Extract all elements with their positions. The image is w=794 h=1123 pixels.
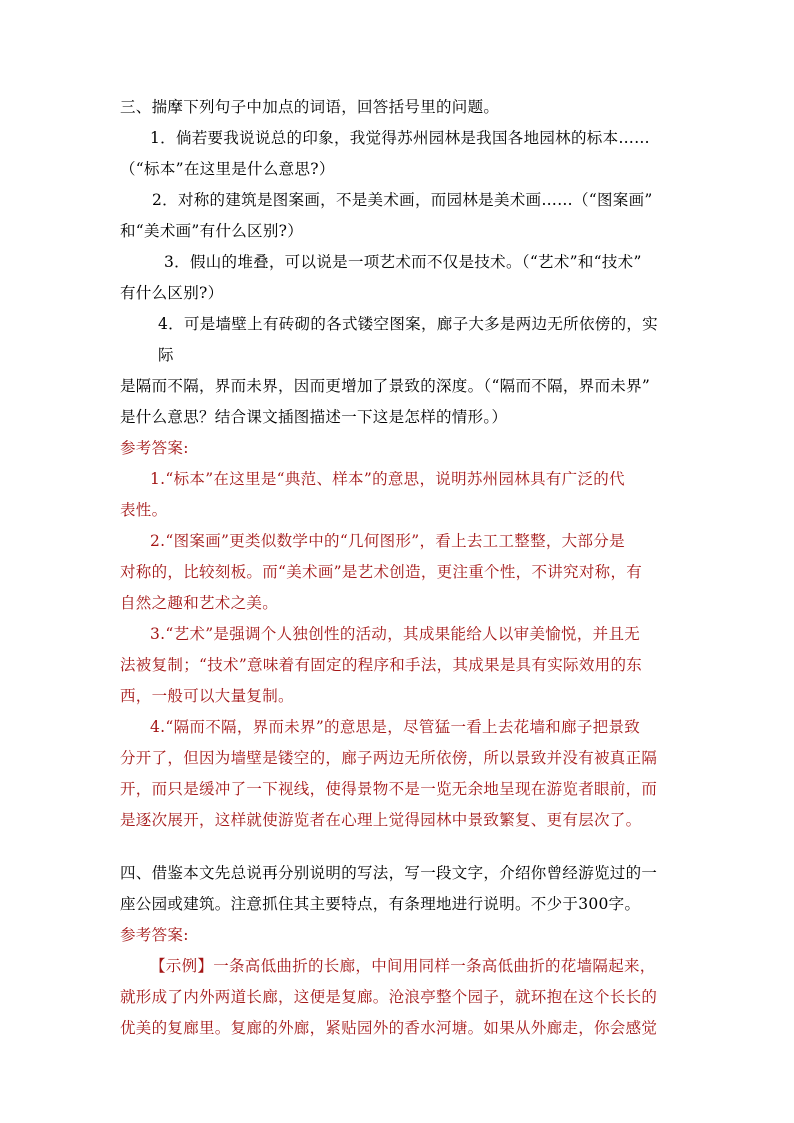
answer-2-line: 2.“图案画”更类似数学中的“几何图形”，看上去工工整整，大部分是 — [150, 532, 625, 550]
example-answer — [120, 951, 672, 1044]
question-4-line: 是隔而不隔，界而未界，因而更增加了景致的深度。（“隔而不隔，界而未界” — [120, 377, 651, 395]
answer-label: 参考答案: — [120, 439, 189, 457]
example-line: 就形成了内外两道长廊，这便是复廊。沧浪亭整个园子，就环抱在这个长长的 — [120, 988, 658, 1006]
question-1-line: 1．倘若要我说说总的印象，我觉得苏州园林是我国各地园林的标本…… — [150, 129, 650, 147]
answer-1 — [120, 464, 672, 526]
question-4-line: 4．可是墙壁上有砖砌的各式镂空图案，廊子大多是两边无所依傍的，实际 — [158, 315, 658, 364]
question-2-line: 2．对称的建筑是图案画，不是美术画，而园林是美术画……（“图案画” — [152, 191, 653, 209]
example-line: 【示例】一条高低曲折的长廊，中间用同样一条高低曲折的花墙隔起来， — [150, 957, 656, 975]
question-3 — [120, 247, 672, 309]
section3-heading: 三、揣摩下列句子中加点的词语，回答括号里的问题。 — [120, 98, 500, 116]
question-3-line: 有什么区别?） — [120, 284, 224, 302]
answer-4-line: 开，而只是缓冲了一下视线，使得景物不是一览无余地呈现在游览者眼前，而 — [120, 780, 658, 798]
answer-4-line: 是逐次展开，这样就使游览者在心理上觉得园林中景致繁复、更有层次了。 — [120, 811, 642, 829]
answer-2-line: 对称的，比较刻板。而“美术画”是艺术创造，更注重个性，不讲究对称，有 — [120, 563, 643, 581]
answer-1-line: 表性。 — [120, 501, 168, 519]
document-page — [120, 92, 672, 1044]
question-1 — [120, 123, 672, 185]
answer-4-line: 4.“隔而不隔，界而未界”的意思是，尽管猛一看上去花墙和廊子把景致 — [150, 718, 641, 736]
answer-2-line: 自然之趣和艺术之美。 — [120, 594, 279, 612]
answer-3-line: 西，一般可以大量复制。 — [120, 687, 294, 705]
answer-3-line: 3.“艺术”是强调个人独创性的活动，其成果能给人以审美愉悦，并且无 — [150, 625, 641, 643]
section4-heading-line: 四、借鉴本文先总说再分别说明的写法，写一段文字，介绍你曾经游览过的一 — [120, 864, 658, 882]
question-4-line: 是什么意思？结合课文插图描述一下这是怎样的情形。） — [120, 408, 508, 426]
question-2-line: 和“美术画”有什么区别?） — [120, 222, 304, 240]
question-1-line: （“标本”在这里是什么意思?） — [120, 160, 335, 178]
answer-1-line: 1.“标本”在这里是“典范、样本”的意思，说明苏州园林具有广泛的代 — [150, 470, 625, 488]
answer-2 — [120, 526, 672, 619]
question-4 — [120, 309, 672, 433]
example-line: 优美的复廊里。复廊的外廊，紧贴园外的香水河塘。如果从外廊走，你会感觉 — [120, 1019, 658, 1037]
question-3-line: 3．假山的堆叠，可以说是一项艺术而不仅是技术。（“艺术”和“技术” — [164, 253, 642, 271]
answer-3-line: 法被复制；“技术”意味着有固定的程序和手法，其成果是具有实际效用的东 — [120, 656, 643, 674]
section4-heading-line: 座公园或建筑。注意抓住其主要特点，有条理地进行说明。不少于300字。 — [120, 895, 641, 913]
answer-label: 参考答案: — [120, 926, 189, 944]
question-2 — [120, 185, 672, 247]
answer-4 — [120, 712, 672, 836]
answer-4-line: 分开了，但因为墙壁是镂空的，廊子两边无所依傍，所以景致并没有被真正隔 — [120, 749, 658, 767]
section-spacer — [120, 836, 672, 858]
section4-heading — [120, 858, 672, 920]
answer-3 — [120, 619, 672, 712]
